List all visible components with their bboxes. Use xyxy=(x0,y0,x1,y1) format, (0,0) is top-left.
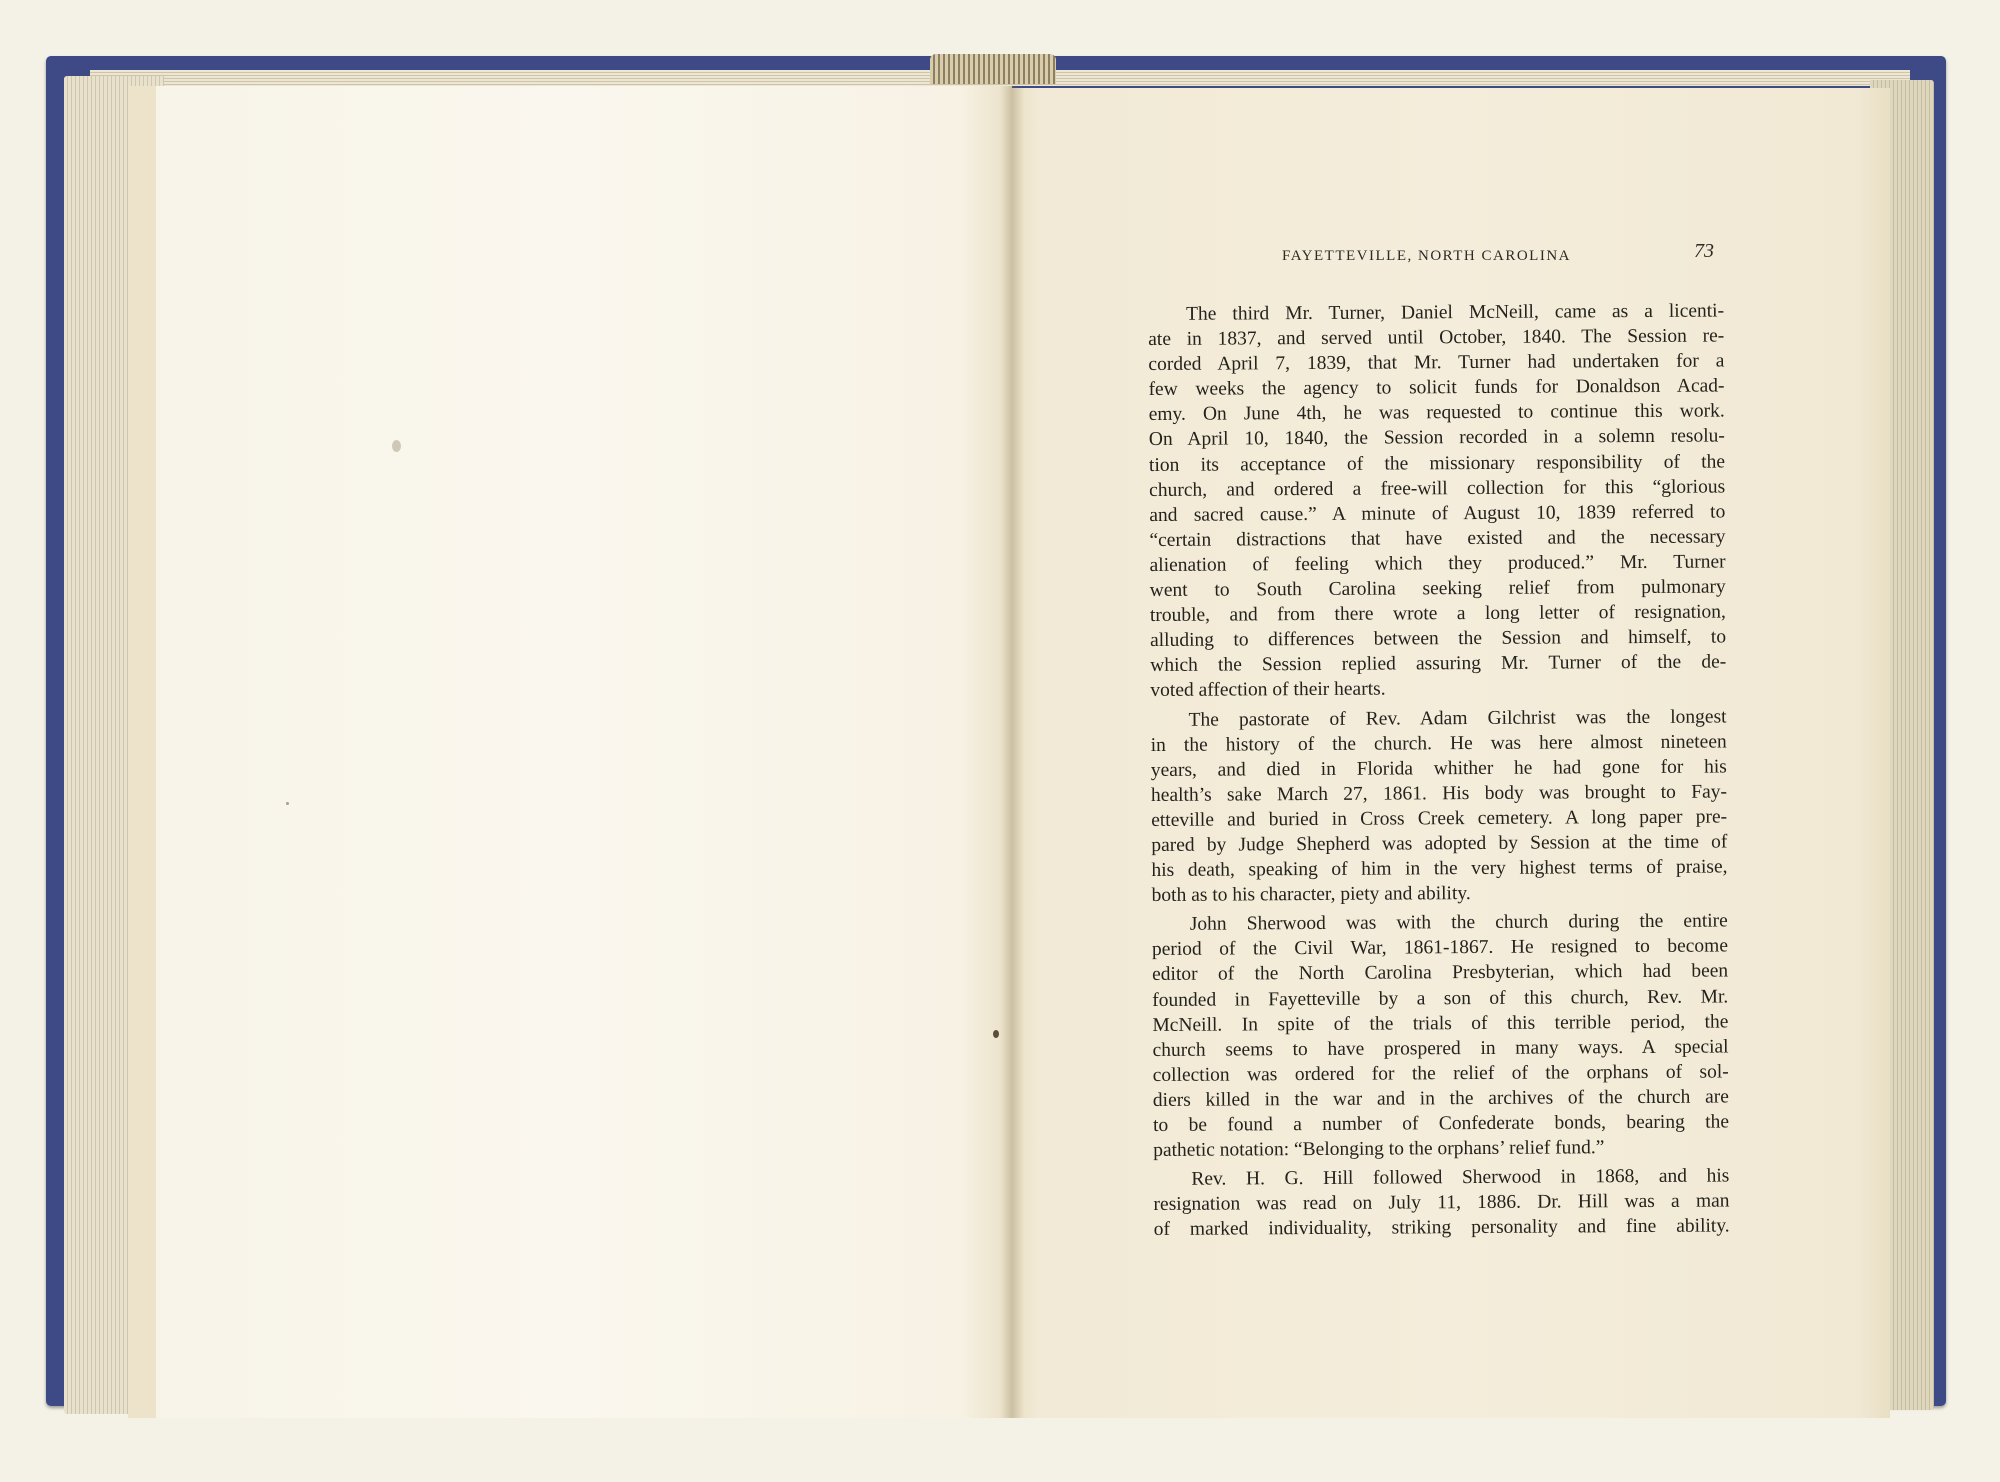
page-number: 73 xyxy=(1694,240,1714,262)
text-line: diers killed in the war and in the archives of the church are xyxy=(1152,1086,1729,1111)
text-line: corded April 7, 1839, that Mr. Turner had undertaken for a xyxy=(1148,350,1725,376)
text-line: The pastorate of Rev. Adam Gilchrist was the longest xyxy=(1188,705,1727,731)
text-line: few weeks the agency to solicit funds for Donaldson Acad- xyxy=(1148,375,1725,401)
paragraph-2 xyxy=(1150,704,1727,908)
paper-speck xyxy=(993,1030,999,1038)
text-line: period of the Civil War, 1861-1867. He resigned to become xyxy=(1151,935,1729,961)
paragraph-4 xyxy=(1153,1164,1729,1243)
text-line: resignation was read on July 11, 1886. Dr. Hill was a man xyxy=(1153,1190,1730,1216)
text-line: editor of the North Carolina Presbyterian, which had been xyxy=(1152,960,1729,986)
text-line: and sacred cause.” A minute of August 10, 1839 referred to xyxy=(1149,501,1726,526)
text-line: years, and died in Florida whither he had gone for his xyxy=(1150,756,1727,781)
text-line: which the Session replied assuring Mr. Turner of the de- xyxy=(1150,651,1727,677)
body-text xyxy=(1148,298,1730,1246)
text-line: etteville and buried in Cross Creek cemetery. A long paper pre- xyxy=(1151,806,1728,831)
text-line: The third Mr. Turner, Daniel McNeill, came as a licenti- xyxy=(1186,300,1725,325)
text-line: church seems to have prospered in many ways. A special xyxy=(1152,1036,1729,1061)
text-line: church, and ordered a free-will collection for this “glorious xyxy=(1149,476,1726,501)
text-line: emy. On June 4th, he was requested to continue this work. xyxy=(1148,400,1725,426)
left-page-inner-edge xyxy=(128,86,156,1418)
text-line: John Sherwood was with the church during the entire xyxy=(1189,910,1728,936)
spine-headband xyxy=(930,54,1056,84)
text-line: McNeill. In spite of the trials of this terrible period, the xyxy=(1152,1011,1729,1036)
text-line: pathetic notation: “Belonging to the orphans’ relief fund.” xyxy=(1153,1137,1605,1162)
text-line: alluding to differences between the Session and himself, to xyxy=(1150,626,1727,652)
text-line: alienation of feeling which they produced.” Mr. Turner xyxy=(1149,551,1726,576)
paragraph-1 xyxy=(1148,298,1726,703)
text-line: tion its acceptance of the missionary responsibility of the xyxy=(1148,451,1726,476)
paper-speck xyxy=(286,802,289,805)
text-line: “certain distractions that have existed and the necessary xyxy=(1149,526,1726,551)
paragraph-3 xyxy=(1152,909,1730,1163)
text-line: both as to his character, piety and ability. xyxy=(1151,883,1471,907)
text-line: ate in 1837, and served until October, 1840. The Session re- xyxy=(1148,325,1725,351)
text-line: went to South Carolina seeking relief from pulmonary xyxy=(1149,576,1726,602)
left-page-blank xyxy=(128,86,1012,1418)
text-line: of marked individuality, striking personality and fine ability. xyxy=(1153,1215,1730,1241)
text-line: trouble, and from there wrote a long letter of resignation, xyxy=(1149,601,1726,627)
text-line: his death, speaking of him in the very highest terms of praise, xyxy=(1151,856,1728,882)
text-line: to be found a number of Confederate bonds, bearing the xyxy=(1152,1111,1730,1136)
text-line: voted affection of their hearts. xyxy=(1150,678,1386,702)
text-line: pared by Judge Shepherd was adopted by Session at the time of xyxy=(1151,831,1728,856)
text-line: On April 10, 1840, the Session recorded in a solemn resolu- xyxy=(1148,425,1725,451)
text-line: collection was ordered for the relief of the orphans of sol- xyxy=(1152,1061,1729,1086)
book-gutter xyxy=(1000,86,1024,1418)
text-line: health’s sake March 27, 1861. His body was brought to Fay- xyxy=(1150,781,1728,806)
paper-speck xyxy=(392,440,401,452)
text-line: Rev. H. G. Hill followed Sherwood in 1868, and his xyxy=(1191,1165,1730,1190)
running-head: FAYETTEVILLE, NORTH CAROLINA xyxy=(1282,248,1571,264)
text-line: in the history of the church. He was here almost nineteen xyxy=(1150,731,1727,756)
text-line: founded in Fayetteville by a son of this church, Rev. Mr. xyxy=(1152,985,1729,1011)
